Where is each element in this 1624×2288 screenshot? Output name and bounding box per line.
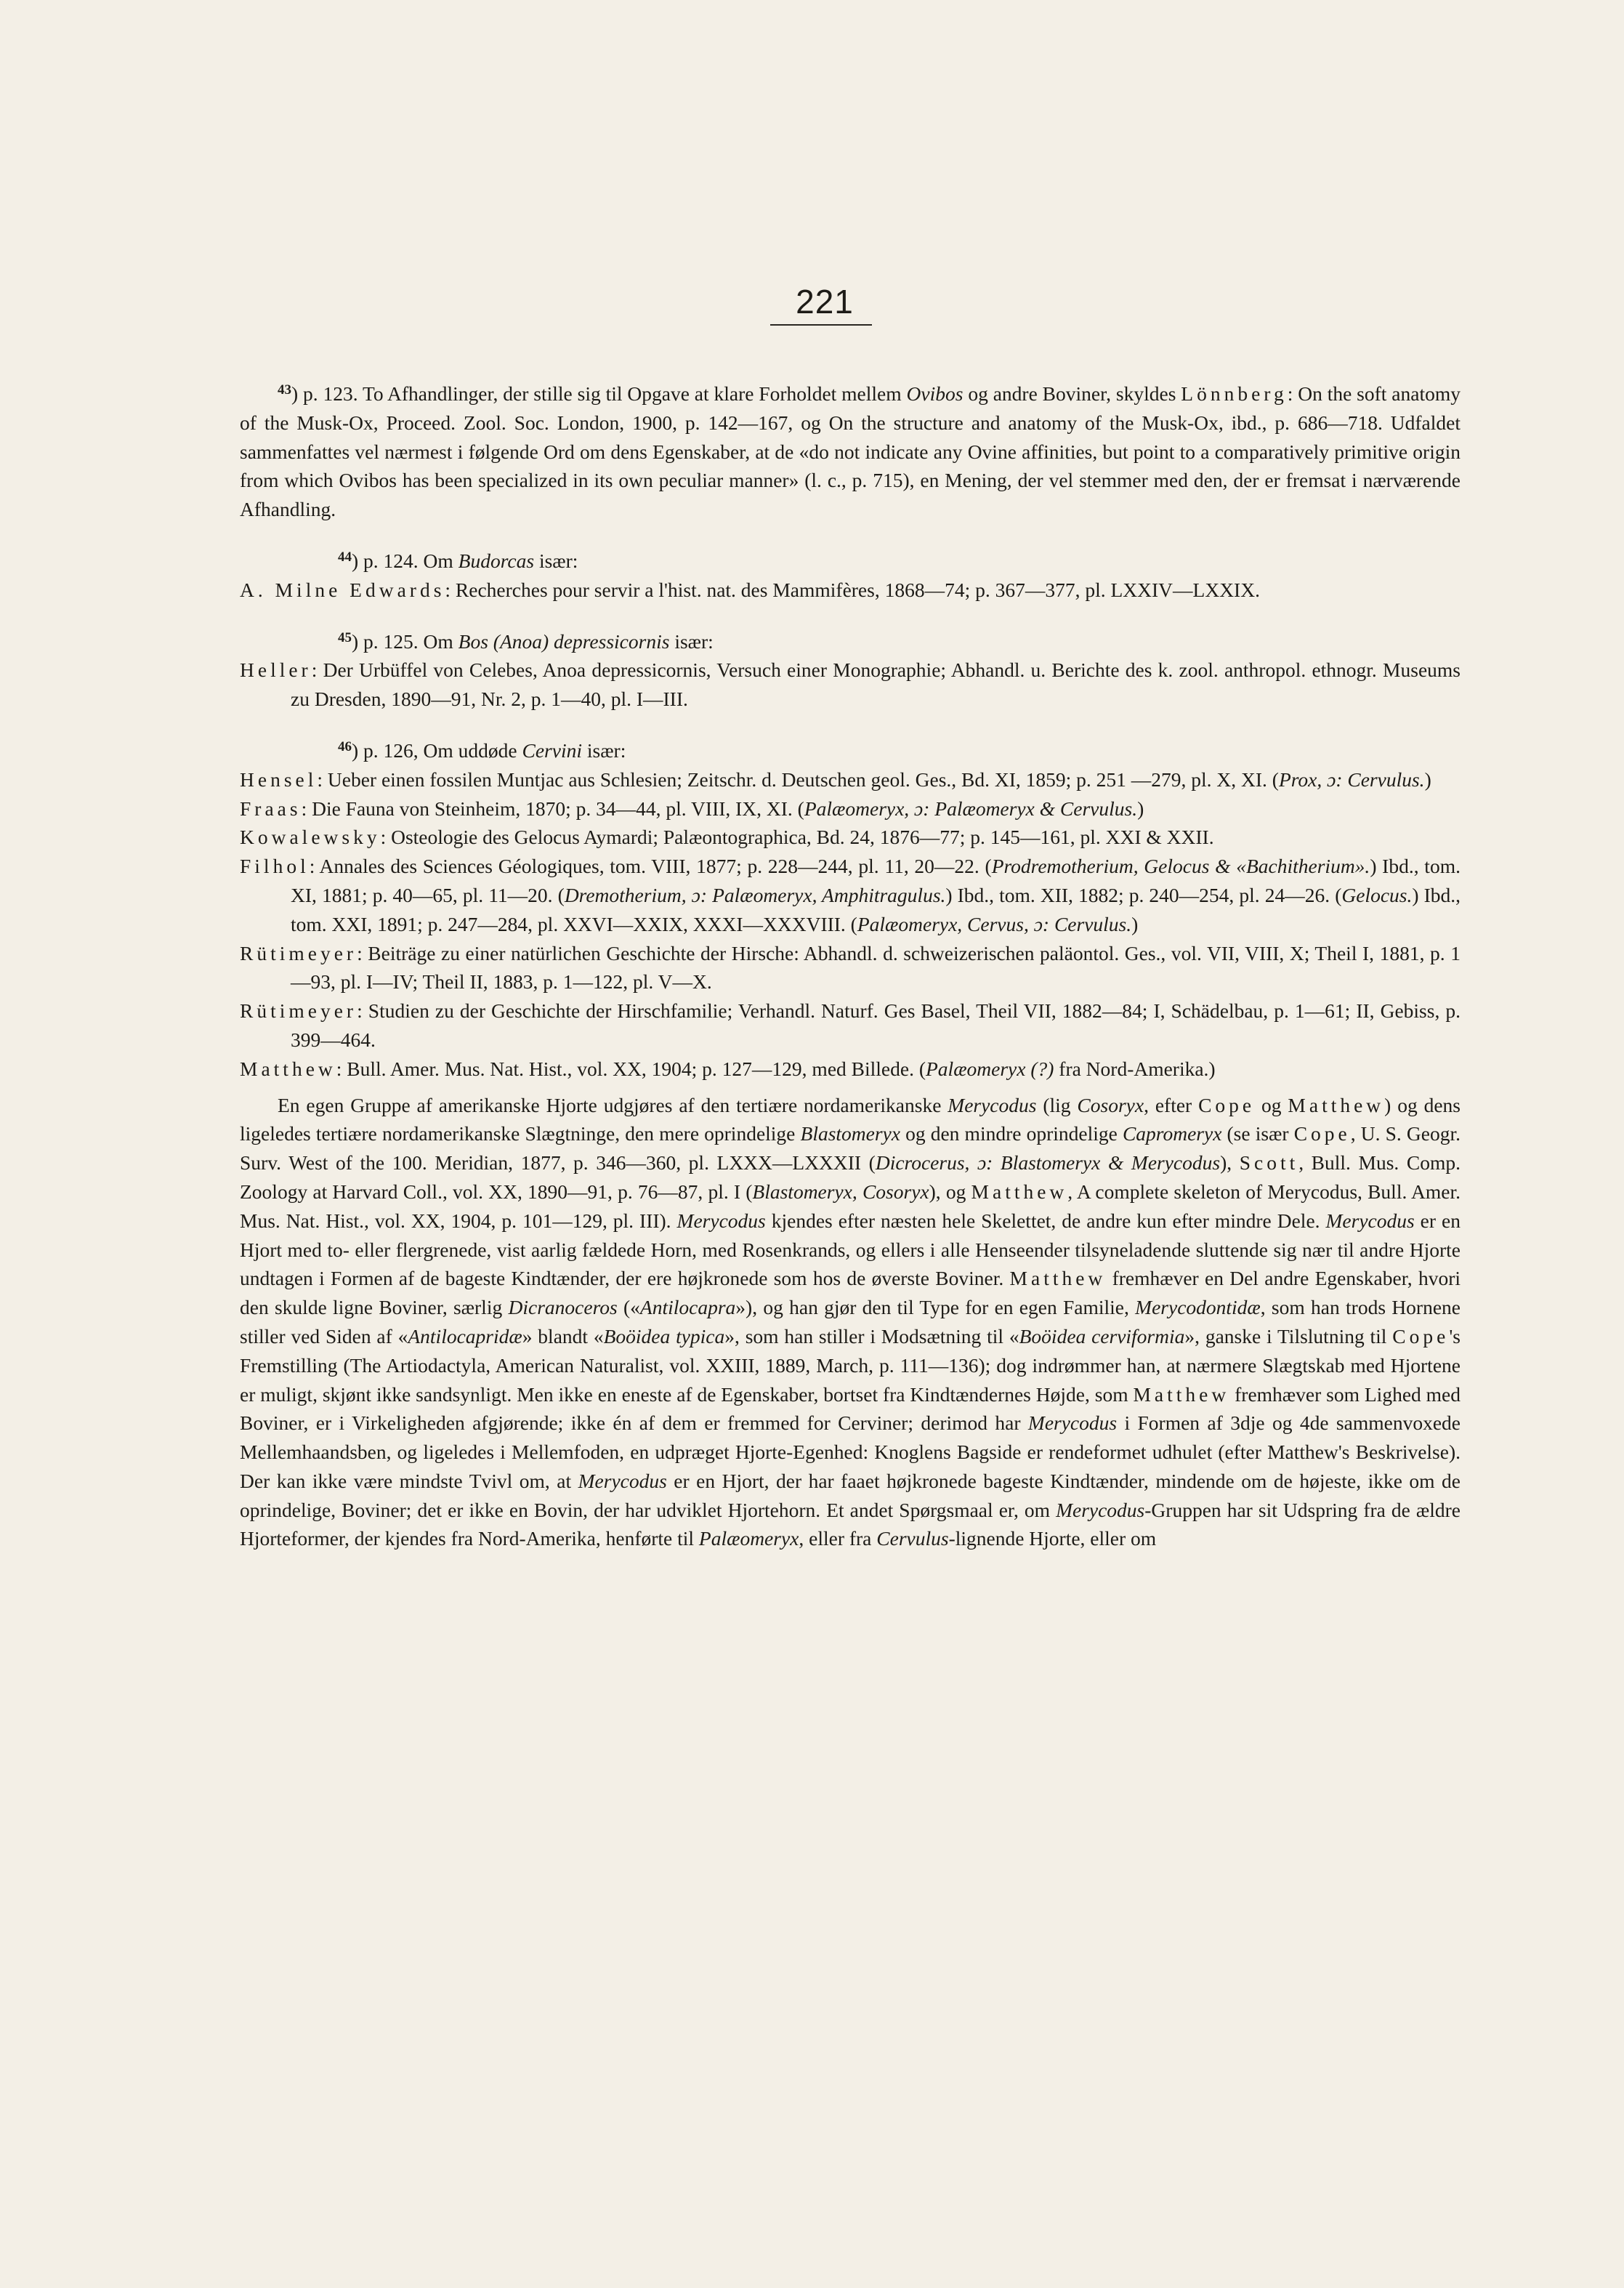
page-content [240,379,1461,1553]
author-name: Matthew [1009,1267,1107,1290]
author-name: Filhol [240,855,310,878]
author-name: Matthew [971,1180,1068,1203]
reference-entry: A. Milne Edwards: Recherches pour servir a l'hist. nat. des Mammifères, 1868—74; p. 367—377, pl. LXXIV—LXXIX. [240,578,1260,601]
author-name: Rütimeyer [240,941,357,964]
reference-entry: Fraas: Die Fauna von Steinheim, 1870; p. 34—44, pl. VIII, IX, XI. (Palæomeryx, ɔ: Palæomeryx & Cervulus.) [240,797,1144,820]
author-name: Lönnberg [1181,382,1288,405]
author-name: Fraas [240,797,302,820]
footnote-marker: 45 [338,629,352,645]
reference-entry: Kowalewsky: Osteologie des Gelocus Aymardi; Palæontographica, Bd. 24, 1876—77; p. 145—161, pl. XXI & XXII. [240,826,1214,849]
footnote-43: $^{43}$) p. 123. To Afhandlinger, der stille sig til Opgave at klare Forholdet mellem Ovibos og andre Boviner, skyldes Lönnberg: On the soft anatomy of the Musk-Ox, Proceed. Zool. Soc. London, 1900, p. 142—167, og On the structure and anatomy of the Musk-Ox, ibd., p. 686—718. Udfaldet sammenfattes vel nærmest i følgende Ord om dens Egenskaber, at de «do not indicate any Ovine affinities, but point to a comparatively primitive origin from which Ovibos has been specialized in its own peculiar manner» (l. c., p. 715), en Mening, der vel stemmer med den, der er fremsat i nærværende Afhandling. [240,382,1461,521]
footnote-marker: 46 [338,738,352,754]
reference-entry: Heller: Der Urbüffel von Celebes, Anoa depressicornis, Versuch einer Monographie; Abhandl. u. Berichte des k. zool. anthropol. ethnogr. Museums zu Dresden, 1890—91, Nr. 2, p. 1—40, pl. I—III. [240,658,1461,711]
author-name: A. Milne Edwards [240,578,445,601]
author-name: Heller [240,658,312,682]
reference-entry: Rütimeyer: Studien zu der Geschichte der Hirschfamilie; Verhandl. Naturf. Ges Basel, Theil VII, 1882—84; I, Schädelbau, p. 1—61; II, Gebiss, p. 399—464. [240,999,1461,1051]
author-name: Scott [1239,1151,1299,1175]
page-number-rule [770,324,872,326]
author-name: Hensel [240,768,318,791]
author-name: Cope [1392,1324,1450,1348]
page-number: 221 [796,283,854,321]
footnote-marker: 43 [278,382,291,398]
reference-entry: Hensel: Ueber einen fossilen Muntjac aus Schlesien; Zeitschr. d. Deutschen geol. Ges., Bd. XI, 1859; p. 251 —279, pl. X, XI. (Prox, ɔ: Cervulus.) [240,768,1431,791]
reference-entry: Matthew: Bull. Amer. Mus. Nat. Hist., vol. XX, 1904; p. 127—129, med Billede. (Palæomeryx (?) fra Nord-Amerika.) [240,1057,1216,1080]
footnote-marker: 44 [338,549,352,565]
author-name: Matthew [1133,1382,1230,1406]
reference-entry: Filhol: Annales des Sciences Géologiques, tom. VIII, 1877; p. 228—244, pl. 11, 20—22. (Prodremotherium, Gelocus & «Bachitherium».) Ibd., tom. XI, 1881; p. 40—65, pl. 11—20. (Dremotherium, ɔ: Palæomeryx, Amphitragulus.) Ibd., tom. XII, 1882; p. 240—254, pl. 24—26. (Gelocus.) Ibd., tom. XXI, 1891; p. 247—284, pl. XXVI—XXIX, XXXI—XXXVIII. (Palæomeryx, Cervus, ɔ: Cervulus.) [240,855,1461,935]
author-name: Rütimeyer [240,999,357,1023]
footnote-44: $^{44}$) p. 124. Om Budorcas især: [338,549,578,572]
body-paragraph: En egen Gruppe af amerikanske Hjorte udgjøres af den tertiære nordamerikanske Merycodus (lig Cosoryx, efter Cope og Matthew) og dens ligeledes tertiære nordamerikanske Slægtninge, den mere oprindelige Blastomeryx og den mindre oprindelige Capromeryx (se især Cope, U. S. Geogr. Surv. West of the 100. Meridian, 1877, p. 346—360, pl. LXXX—LXXXII (Dicrocerus, ɔ: Blastomeryx & Merycodus), Scott, Bull. Mus. Comp. Zoology at Harvard Coll., vol. XX, 1890—91, p. 76—87, pl. I (Blastomeryx, Cosoryx), og Matthew, A complete skeleton of Merycodus, Bull. Amer. Mus. Nat. Hist., vol. XX, 1904, p. 101—129, pl. III). Merycodus kjendes efter næsten hele Skelettet, de andre kun efter mindre Dele. Merycodus er en Hjort med to- eller flergrenede, vist aarlig fældede Horn, med Rosenkrands, og ellers i alle Henseender tilsyneladende sluttende sig nær til andre Hjorte undtagen i Formen af de bageste Kindtænder, der ere højkronede som hos de øverste Boviner. Matthew fremhæver en Del andre Egenskaber, hvori den skulde ligne Boviner, særlig Dicranoceros («Antilocapra»), og han gjør den til Type for en egen Familie, Merycodontidæ, som han trods Hornene stiller ved Siden af «Antilocapridæ» blandt «Boöidea typica», som han stiller i Modsætning til «Boöidea cerviformia», ganske i Tilslutning til Cope's Fremstilling (The Artiodactyla, American Naturalist, vol. XXIII, 1889, March, p. 111—136); dog indrømmer han, at nærmere Slægtskab med Hjortene er muligt, skjønt ikke sandsynligt. Men ikke en eneste af de Egenskaber, bortset fra Kindtændernes Højde, som Matthew fremhæver som Lighed med Boviner, er i Virkeligheden afgjørende; ikke én af dem er fremmed for Cerviner; derimod har Merycodus i Formen af 3dje og 4de sammenvoxede Mellemhaandsben, og ligeledes i Mellemfoden, en udpræget Hjorte-Egenhed: Knoglens Bagside er rendeformet udhulet (efter Matthew's Beskrivelse). Der kan ikke være mindste Tvivl om, at Merycodus er en Hjort, der har faaet højkronede bageste Kindtænder, mindende om de højeste, ikke om de oprindelige, Boviner; det er ikke en Bovin, der har udviklet Hjortehorn. Et andet Spørgsmaal er, om Merycodus-Gruppen har sit Udspring fra de ældre Hjorteformer, der kjendes fra Nord-Amerika, henførte til Palæomeryx, eller fra Cervulus-lignende Hjorte, eller om [240,1093,1461,1550]
author-name: Matthew [240,1057,336,1080]
author-name: Kowalewsky [240,826,381,849]
author-name: Matthew [1288,1093,1385,1116]
author-name: Cope [1293,1122,1351,1145]
footnote-46: $^{46}$) p. 126, Om uddøde Cervini især: [338,738,626,762]
reference-entry: Rütimeyer: Beiträge zu einer natürlichen Geschichte der Hirsche: Abhandl. d. schweizerischen paläontol. Ges., vol. VII, VIII, X; Theil I, 1881, p. 1—93, pl. I—IV; Theil II, 1883, p. 1—122, pl. V—X. [240,941,1461,994]
footnote-45: $^{45}$) p. 125. Om Bos (Anoa) depressicornis især: [338,629,714,653]
author-name: Cope [1198,1093,1256,1116]
